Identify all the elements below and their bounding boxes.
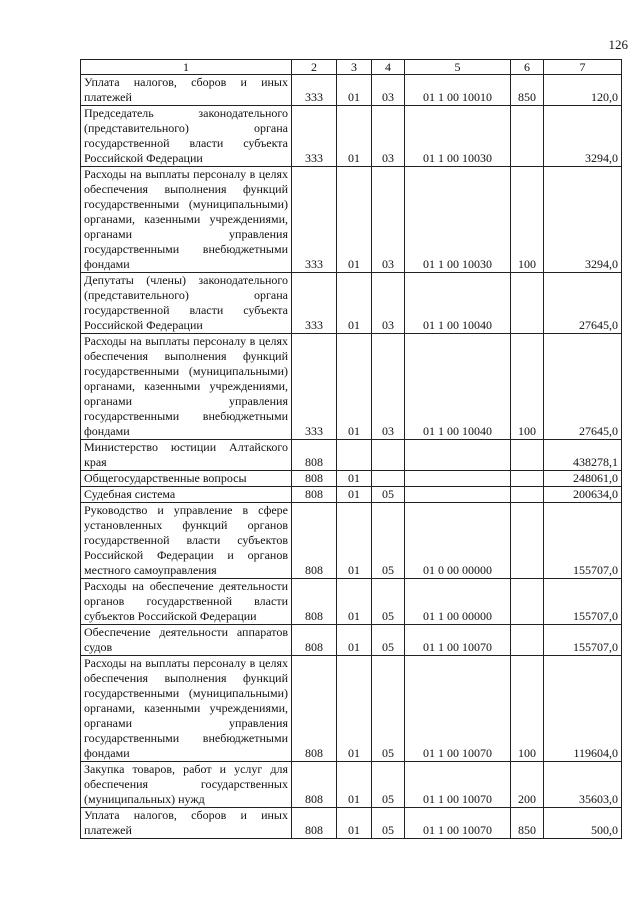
row-expense-type [511, 487, 544, 503]
row-amount: 155707,0 [544, 503, 622, 579]
row-expense-type: 200 [511, 762, 544, 808]
row-name: Закупка товаров, работ и услуг для обеспечения государственных (муниципальных) нужд [81, 762, 292, 808]
row-target-article: 01 0 00 00000 [405, 503, 511, 579]
row-ministry-code: 808 [292, 487, 337, 503]
row-target-article: 01 1 00 10070 [405, 625, 511, 656]
row-amount: 155707,0 [544, 579, 622, 625]
row-amount: 155707,0 [544, 625, 622, 656]
row-amount: 35603,0 [544, 762, 622, 808]
row-section: 01 [337, 167, 372, 273]
table-row [81, 106, 622, 167]
row-amount: 3294,0 [544, 106, 622, 167]
row-name: Обеспечение деятельности аппаратов судов [81, 625, 292, 656]
row-section: 01 [337, 762, 372, 808]
row-name: Расходы на выплаты персоналу в целях обеспечения выполнения функций государственными (муниципальными) органами, казенными учреждениями, органами управления государственными внебюджетными фондами [81, 656, 292, 762]
table-header-row [81, 60, 622, 75]
row-target-article: 01 1 00 10070 [405, 656, 511, 762]
row-expense-type: 100 [511, 167, 544, 273]
header-col-4: 4 [372, 60, 405, 75]
row-ministry-code: 333 [292, 167, 337, 273]
row-subsection: 05 [372, 656, 405, 762]
table-row [81, 808, 622, 839]
table-row [81, 471, 622, 487]
row-expense-type [511, 579, 544, 625]
row-subsection: 05 [372, 808, 405, 839]
row-name: Председатель законодательного (представительного) органа государственной власти субъекта Российской Федерации [81, 106, 292, 167]
row-target-article: 01 1 00 10030 [405, 106, 511, 167]
row-expense-type [511, 106, 544, 167]
row-name: Уплата налогов, сборов и иных платежей [81, 75, 292, 106]
row-name: Расходы на выплаты персоналу в целях обеспечения выполнения функций государственными (муниципальными) органами, казенными учреждениями, органами управления государственными внебюджетными фондами [81, 167, 292, 273]
row-name: Руководство и управление в сфере установленных функций органов государственной власти субъектов Российской Федерации и органов местного самоуправления [81, 503, 292, 579]
row-ministry-code: 808 [292, 440, 337, 471]
table-row [81, 167, 622, 273]
row-expense-type [511, 273, 544, 334]
table-row [81, 75, 622, 106]
row-amount: 27645,0 [544, 273, 622, 334]
row-target-article: 01 1 00 10030 [405, 167, 511, 273]
row-ministry-code: 808 [292, 808, 337, 839]
table-row [81, 625, 622, 656]
budget-table [80, 59, 622, 839]
row-section: 01 [337, 471, 372, 487]
row-expense-type: 850 [511, 808, 544, 839]
row-subsection: 05 [372, 487, 405, 503]
row-ministry-code: 333 [292, 334, 337, 440]
row-amount: 3294,0 [544, 167, 622, 273]
row-target-article [405, 440, 511, 471]
row-subsection: 05 [372, 579, 405, 625]
row-ministry-code: 808 [292, 503, 337, 579]
row-section: 01 [337, 273, 372, 334]
header-col-5: 5 [405, 60, 511, 75]
row-subsection: 03 [372, 167, 405, 273]
row-section [337, 440, 372, 471]
table-row [81, 579, 622, 625]
row-expense-type [511, 503, 544, 579]
row-ministry-code: 808 [292, 762, 337, 808]
row-expense-type: 100 [511, 656, 544, 762]
row-name: Министерство юстиции Алтайского края [81, 440, 292, 471]
row-ministry-code: 333 [292, 106, 337, 167]
row-ministry-code: 333 [292, 75, 337, 106]
row-name: Судебная система [81, 487, 292, 503]
row-target-article: 01 1 00 10040 [405, 273, 511, 334]
table-row [81, 762, 622, 808]
row-target-article: 01 1 00 10040 [405, 334, 511, 440]
row-subsection: 03 [372, 106, 405, 167]
table-row [81, 656, 622, 762]
row-amount: 200634,0 [544, 487, 622, 503]
row-name: Уплата налогов, сборов и иных платежей [81, 808, 292, 839]
row-expense-type: 100 [511, 334, 544, 440]
row-ministry-code: 808 [292, 579, 337, 625]
row-amount: 27645,0 [544, 334, 622, 440]
row-target-article: 01 1 00 10070 [405, 808, 511, 839]
row-section: 01 [337, 487, 372, 503]
row-subsection: 05 [372, 625, 405, 656]
row-section: 01 [337, 75, 372, 106]
row-name: Расходы на обеспечение деятельности органов государственной власти субъектов Российской Федерации [81, 579, 292, 625]
header-col-3: 3 [337, 60, 372, 75]
table-row [81, 273, 622, 334]
row-name: Расходы на выплаты персоналу в целях обеспечения выполнения функций государственными (муниципальными) органами, казенными учреждениями, органами управления государственными внебюджетными фондами [81, 334, 292, 440]
row-amount: 500,0 [544, 808, 622, 839]
row-subsection: 03 [372, 273, 405, 334]
table-row [81, 503, 622, 579]
row-expense-type: 850 [511, 75, 544, 106]
row-amount: 120,0 [544, 75, 622, 106]
row-subsection [372, 471, 405, 487]
row-section: 01 [337, 106, 372, 167]
row-subsection: 03 [372, 334, 405, 440]
header-col-7: 7 [544, 60, 622, 75]
row-amount: 438278,1 [544, 440, 622, 471]
row-subsection [372, 440, 405, 471]
row-ministry-code: 808 [292, 471, 337, 487]
row-target-article: 01 1 00 00000 [405, 579, 511, 625]
row-section: 01 [337, 656, 372, 762]
row-target-article: 01 1 00 10010 [405, 75, 511, 106]
row-ministry-code: 333 [292, 273, 337, 334]
row-expense-type [511, 625, 544, 656]
row-subsection: 05 [372, 762, 405, 808]
row-ministry-code: 808 [292, 656, 337, 762]
row-section: 01 [337, 808, 372, 839]
table-row [81, 334, 622, 440]
row-section: 01 [337, 625, 372, 656]
row-target-article [405, 487, 511, 503]
header-col-1: 1 [81, 60, 292, 75]
row-subsection: 03 [372, 75, 405, 106]
row-section: 01 [337, 503, 372, 579]
row-name: Депутаты (члены) законодательного (представительного) органа государственной власти субъекта Российской Федерации [81, 273, 292, 334]
row-amount: 248061,0 [544, 471, 622, 487]
row-target-article: 01 1 00 10070 [405, 762, 511, 808]
row-target-article [405, 471, 511, 487]
header-col-6: 6 [511, 60, 544, 75]
table-row [81, 487, 622, 503]
row-subsection: 05 [372, 503, 405, 579]
row-expense-type [511, 440, 544, 471]
page-number: 126 [608, 37, 628, 52]
row-name: Общегосударственные вопросы [81, 471, 292, 487]
row-amount: 119604,0 [544, 656, 622, 762]
row-section: 01 [337, 579, 372, 625]
row-expense-type [511, 471, 544, 487]
row-section: 01 [337, 334, 372, 440]
table-row [81, 440, 622, 471]
row-ministry-code: 808 [292, 625, 337, 656]
header-col-2: 2 [292, 60, 337, 75]
